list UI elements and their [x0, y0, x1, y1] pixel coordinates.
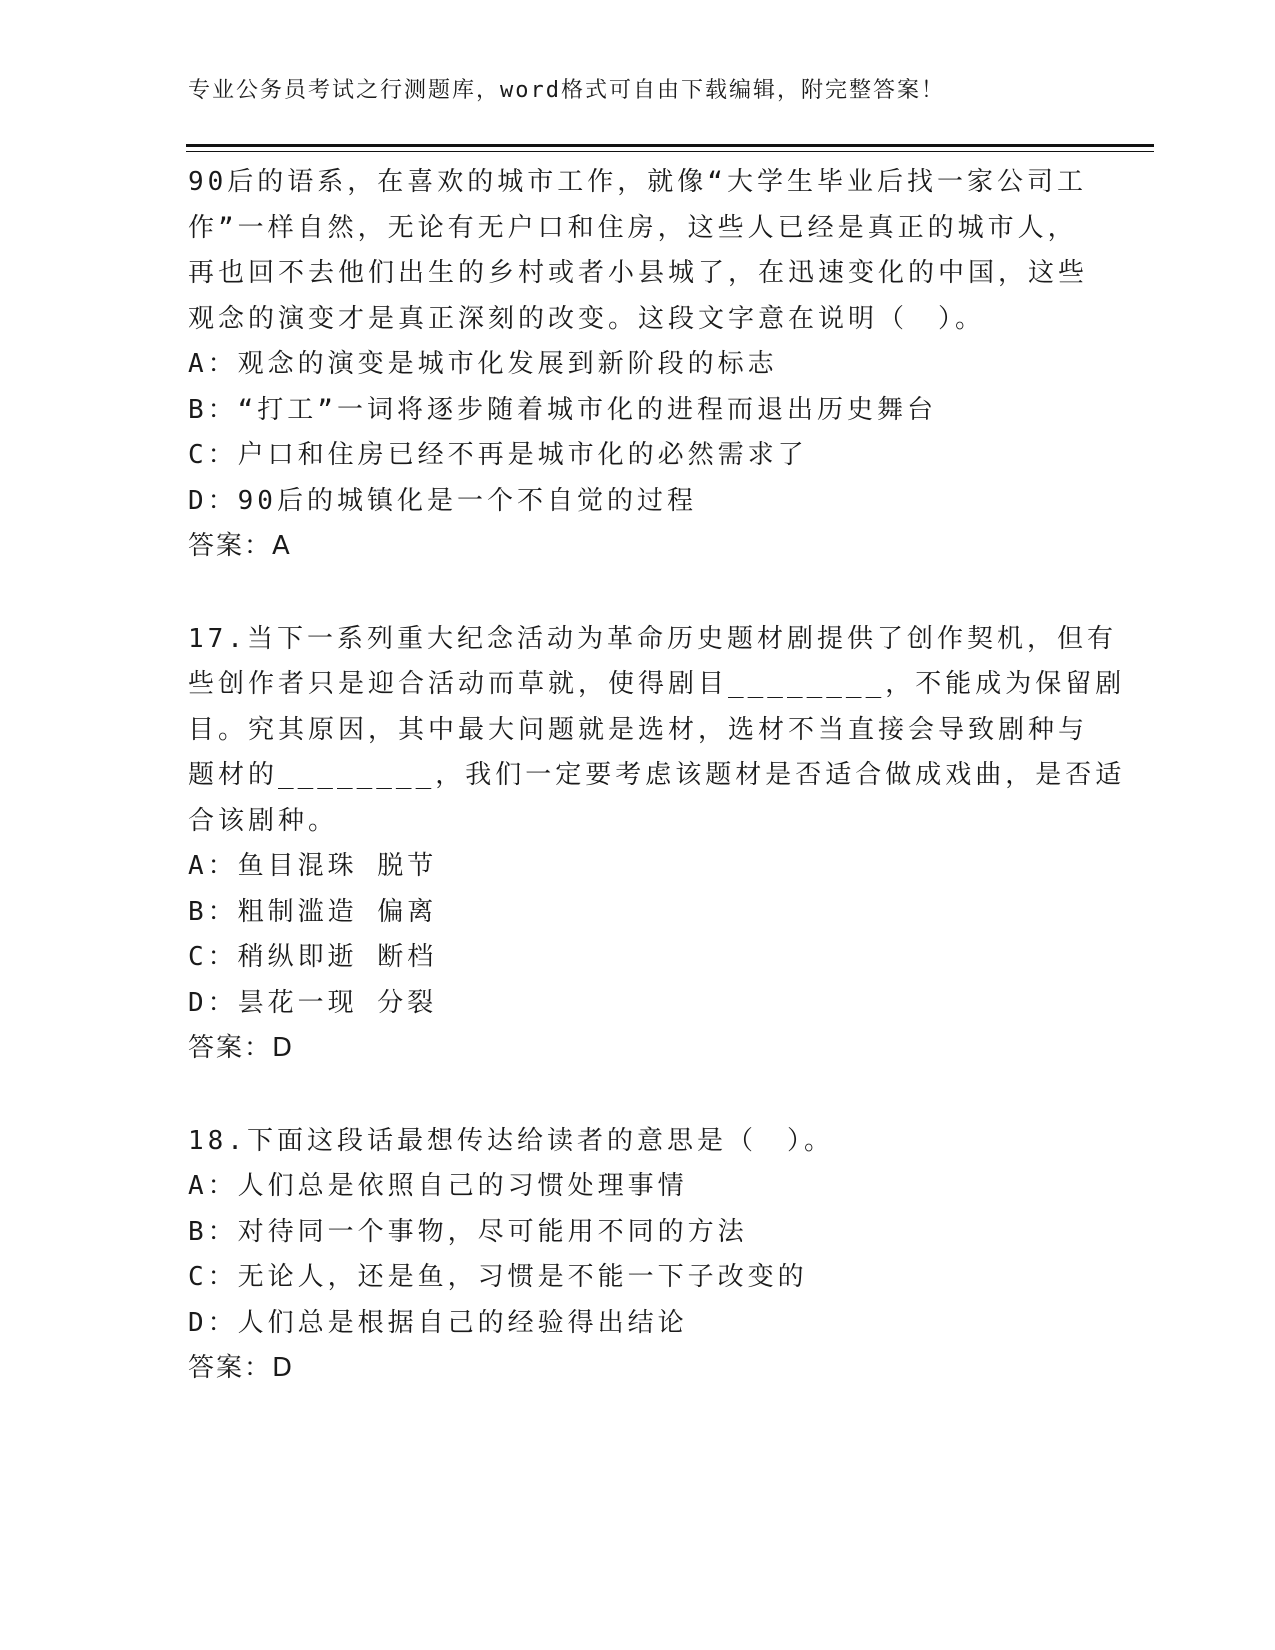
spacer [188, 570, 1118, 617]
option-b: B：“打工”一词将逐步随着城市化的进程而退出历史舞台 [188, 394, 937, 425]
option-c: C：户口和住房已经不再是城市化的必然需求了 [188, 440, 808, 470]
question-17 [188, 617, 1126, 1072]
option-d: D：昙花一现 分裂 [188, 987, 438, 1018]
option-c: C：无论人，还是鱼，习惯是不能一下子改变的 [188, 1262, 808, 1292]
option-d: D：人们总是根据自己的经验得出结论 [188, 1307, 688, 1338]
question-stem-line: 17.当下一系列重大纪念活动为革命历史题材剧提供了创作契机，但有 [188, 623, 1117, 654]
option-b: B：对待同一个事物，尽可能用不同的方法 [188, 1216, 748, 1247]
question-18 [188, 1119, 1118, 1392]
question-stem-line: 再也回不去他们出生的乡村或者小县城了，在迅速变化的中国，这些 [188, 258, 1089, 288]
question-stem-line: 18.下面这段话最想传达给读者的意思是（ ）。 [188, 1125, 834, 1156]
question-stem-line: 题材的________，我们一定要考虑该题材是否适合做成戏曲，是否适 [188, 760, 1126, 790]
option-a: A：鱼目混珠 脱节 [188, 851, 438, 881]
content-area [188, 160, 1126, 1392]
answer-line: 答案：D [188, 1033, 295, 1063]
question-stem-line: 合该剧种。 [188, 805, 339, 836]
question-16 [188, 160, 1118, 570]
answer-line: 答案：A [188, 531, 292, 561]
header-rule-thick [186, 144, 1154, 147]
page-header: 专业公务员考试之行测题库，word格式可自由下载编辑，附完整答案！ [188, 78, 945, 103]
question-stem-line: 作”一样自然，无论有无户口和住房，这些人已经是真正的城市人， [188, 212, 1078, 243]
option-c: C：稍纵即逝 断档 [188, 942, 438, 972]
question-stem-line: 90后的语系，在喜欢的城市工作，就像“大学生毕业后找一家公司工 [188, 167, 1087, 197]
answer-line: 答案：D [188, 1353, 295, 1383]
question-stem-line: 观念的演变才是真正深刻的改变。这段文字意在说明（ ）。 [188, 303, 986, 334]
option-d: D：90后的城镇化是一个不自觉的过程 [188, 485, 697, 516]
question-stem-line: 些创作者只是迎合活动而草就，使得剧目________，不能成为保留剧 [188, 669, 1126, 699]
header-rule-thin [186, 151, 1154, 152]
option-a: A：人们总是依照自己的习惯处理事情 [188, 1171, 688, 1201]
spacer [188, 1072, 1118, 1119]
option-b: B：粗制滥造 偏离 [188, 896, 438, 927]
option-a: A：观念的演变是城市化发展到新阶段的标志 [188, 349, 778, 379]
question-stem-line: 目。究其原因，其中最大问题就是选材，选材不当直接会导致剧种与 [188, 714, 1089, 745]
